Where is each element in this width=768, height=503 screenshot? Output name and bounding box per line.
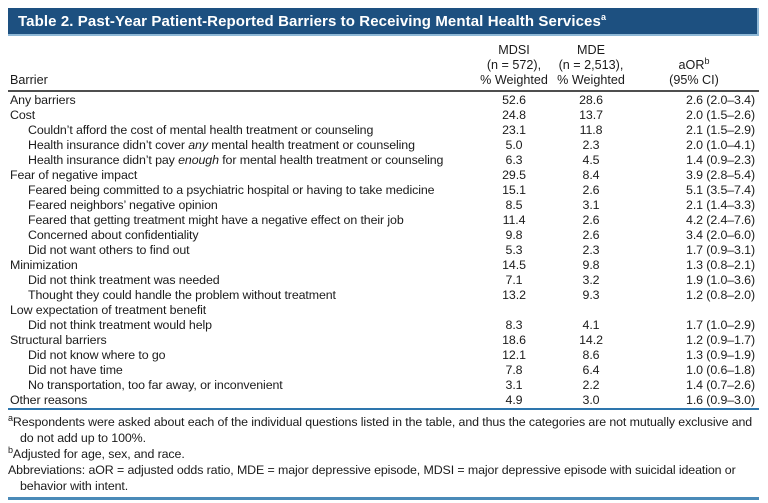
mdsi-value: 52.6	[502, 93, 526, 107]
mdsi-header-line2: (n = 572),	[486, 58, 542, 72]
table-row	[8, 333, 759, 348]
aor-value: 1.4 (0.7–2.6)	[686, 378, 755, 392]
barrier-label: Did not think treatment was needed	[28, 273, 220, 287]
mdsi-value: 13.2	[502, 288, 526, 302]
barrier-label: Couldn’t afford the cost of mental health treatment or counseling	[28, 123, 374, 137]
column-header-mdsi	[479, 43, 549, 88]
footnote: $^b$Adjusted for age, sex, and race.	[8, 444, 185, 461]
table-row	[8, 153, 759, 168]
mdsi-value: 3.1	[505, 378, 523, 392]
table-row	[8, 138, 759, 153]
table-row	[8, 273, 759, 288]
mde-value: 6.4	[582, 363, 600, 377]
mdsi-value: 11.4	[502, 213, 526, 227]
table-row	[8, 348, 759, 363]
mde-header-line2: (n = 2,513),	[558, 58, 624, 72]
aor-header-label: aOR	[678, 58, 705, 72]
mde-value: 13.7	[579, 108, 603, 122]
mde-value: 3.1	[582, 198, 600, 212]
barrier-label: Other reasons	[10, 393, 88, 407]
mde-value: 28.6	[579, 93, 603, 107]
mde-value: 14.2	[579, 333, 603, 347]
footnote-marker: a	[8, 412, 13, 423]
aor-value: 1.2 (0.9–1.7)	[686, 333, 755, 347]
table-title-text: Table 2. Past-Year Patient-Reported Barriers to Receiving Mental Health Services	[18, 12, 601, 30]
mde-value: 2.2	[582, 378, 600, 392]
mdsi-value: 18.6	[502, 333, 526, 347]
mdsi-value: 8.5	[505, 198, 523, 212]
barrier-label: Did not think treatment would help	[28, 318, 212, 332]
aor-value: 1.7 (0.9–3.1)	[686, 243, 755, 257]
mde-value: 11.8	[579, 123, 603, 137]
aor-value: 1.3 (0.9–1.9)	[686, 348, 755, 362]
mdsi-value: 7.1	[505, 273, 523, 287]
mdsi-header-line1: MDSI	[498, 43, 530, 57]
table-row	[8, 378, 759, 393]
mdsi-value: 6.3	[505, 153, 523, 167]
barrier-label: Concerned about confidentiality	[28, 228, 199, 242]
table-row	[8, 108, 759, 123]
footnote: Abbreviations: aOR = adjusted odds ratio, MDE = major depressive episode, MDSI = major depressive episode with suicidal ideation or behavior with intent.	[8, 463, 736, 493]
barrier-label: Feared that getting treatment might have a negative effect on their job	[28, 213, 404, 227]
column-header-row	[8, 43, 759, 88]
aor-value: 1.6 (0.9–3.0)	[686, 393, 755, 407]
mde-value: 2.3	[582, 243, 600, 257]
aor-header-footnote-marker: b	[704, 55, 710, 66]
table-row	[8, 303, 759, 318]
barrier-label: Did not have time	[28, 363, 123, 377]
aor-header-line1	[633, 55, 755, 73]
mdsi-value: 23.1	[502, 123, 526, 137]
mde-value: 2.3	[582, 138, 600, 152]
mde-value: 4.5	[582, 153, 600, 167]
barrier-label: Health insurance didn’t pay enough for mental health treatment or counseling	[28, 153, 444, 167]
aor-value: 3.4 (2.0–6.0)	[686, 228, 755, 242]
barrier-label: Minimization	[10, 258, 78, 272]
mde-value: 9.8	[582, 258, 600, 272]
table-title	[18, 13, 606, 30]
aor-value: 1.2 (0.8–2.0)	[686, 288, 755, 302]
mdsi-value: 29.5	[502, 168, 526, 182]
mde-value	[549, 303, 633, 318]
table-row	[8, 213, 759, 228]
barrier-label: Feared neighbors’ negative opinion	[28, 198, 218, 212]
aor-value: 1.0 (0.6–1.8)	[686, 363, 755, 377]
table-row	[8, 288, 759, 303]
aor-value: 1.3 (0.8–2.1)	[686, 258, 755, 272]
mdsi-value: 8.3	[505, 318, 523, 332]
mde-header-line1: MDE	[577, 43, 605, 57]
table-row	[8, 318, 759, 333]
mdsi-value: 12.1	[502, 348, 526, 362]
mdsi-value: 9.8	[505, 228, 523, 242]
column-header-barrier: Barrier	[10, 73, 48, 87]
mde-value: 2.6	[582, 183, 600, 197]
mdsi-value: 14.5	[502, 258, 526, 272]
aor-value: 1.7 (1.0–2.9)	[686, 318, 755, 332]
barrier-label: Thought they could handle the problem without treatment	[28, 288, 336, 302]
table-title-bar	[8, 8, 759, 36]
barrier-label: Did not want others to find out	[28, 243, 190, 257]
barrier-label: Low expectation of treatment benefit	[10, 303, 207, 317]
aor-value: 2.0 (1.0–4.1)	[686, 138, 755, 152]
barrier-label: Any barriers	[10, 93, 76, 107]
table-row	[8, 393, 759, 408]
header-divider-rule	[8, 90, 759, 92]
footnote: $^a$Respondents were asked about each of the individual questions listed in the table, and thus the categories are not mutually exclusive and do not add up to 100%.	[8, 412, 753, 445]
mdsi-value: 5.0	[505, 138, 523, 152]
column-header-mde	[549, 43, 633, 88]
table-row	[8, 93, 759, 108]
mdsi-value: 4.9	[505, 393, 523, 407]
mde-value: 9.3	[582, 288, 600, 302]
mdsi-value: 5.3	[505, 243, 523, 257]
barrier-label: Did not know where to go	[28, 348, 166, 362]
aor-value: 2.6 (2.0–3.4)	[686, 93, 755, 107]
aor-value: 3.9 (2.8–5.4)	[686, 168, 755, 182]
table-title-footnote-marker: a	[600, 11, 607, 22]
aor-value: 1.9 (1.0–3.6)	[686, 273, 755, 287]
table-row	[8, 198, 759, 213]
mdsi-value: 15.1	[502, 183, 526, 197]
barrier-label: Health insurance didn’t cover any mental health treatment or counseling	[28, 138, 415, 152]
aor-value: 4.2 (2.4–7.6)	[686, 213, 755, 227]
mde-header-line3: % Weighted	[557, 73, 625, 87]
footnotes	[8, 410, 759, 494]
barrier-label: No transportation, too far away, or inconvenient	[28, 378, 283, 392]
mdsi-value	[479, 303, 549, 318]
mdsi-value: 7.8	[505, 363, 523, 377]
barrier-label: Feared being committed to a psychiatric hospital or having to take medicine	[28, 183, 435, 197]
mde-value: 4.1	[582, 318, 600, 332]
mde-value: 8.4	[582, 168, 600, 182]
barrier-label: Fear of negative impact	[10, 168, 138, 182]
aor-value: 5.1 (3.5–7.4)	[686, 183, 755, 197]
table-row	[8, 228, 759, 243]
aor-value	[633, 303, 759, 318]
mdsi-header-line3: % Weighted	[480, 73, 548, 87]
table-row	[8, 168, 759, 183]
column-header-aor	[633, 55, 759, 88]
mde-value: 3.0	[582, 393, 600, 407]
aor-value: 2.1 (1.5–2.9)	[686, 123, 755, 137]
table-row	[8, 243, 759, 258]
figure-bottom-rule	[8, 497, 759, 500]
table-row	[8, 183, 759, 198]
aor-header-line2: (95% CI)	[669, 73, 719, 87]
table-row	[8, 123, 759, 138]
barrier-label: Cost	[10, 108, 36, 122]
table-body	[8, 93, 759, 408]
mdsi-value: 24.8	[502, 108, 526, 122]
table-row	[8, 258, 759, 273]
mde-value: 8.6	[582, 348, 600, 362]
mde-value: 3.2	[582, 273, 600, 287]
aor-value: 2.1 (1.4–3.3)	[686, 198, 755, 212]
footnote-marker: b	[8, 444, 13, 455]
barrier-label: Structural barriers	[10, 333, 107, 347]
table-row	[8, 363, 759, 378]
mde-value: 2.6	[582, 213, 600, 227]
aor-value: 2.0 (1.5–2.6)	[686, 108, 755, 122]
mde-value: 2.6	[582, 228, 600, 242]
aor-value: 1.4 (0.9–2.3)	[686, 153, 755, 167]
